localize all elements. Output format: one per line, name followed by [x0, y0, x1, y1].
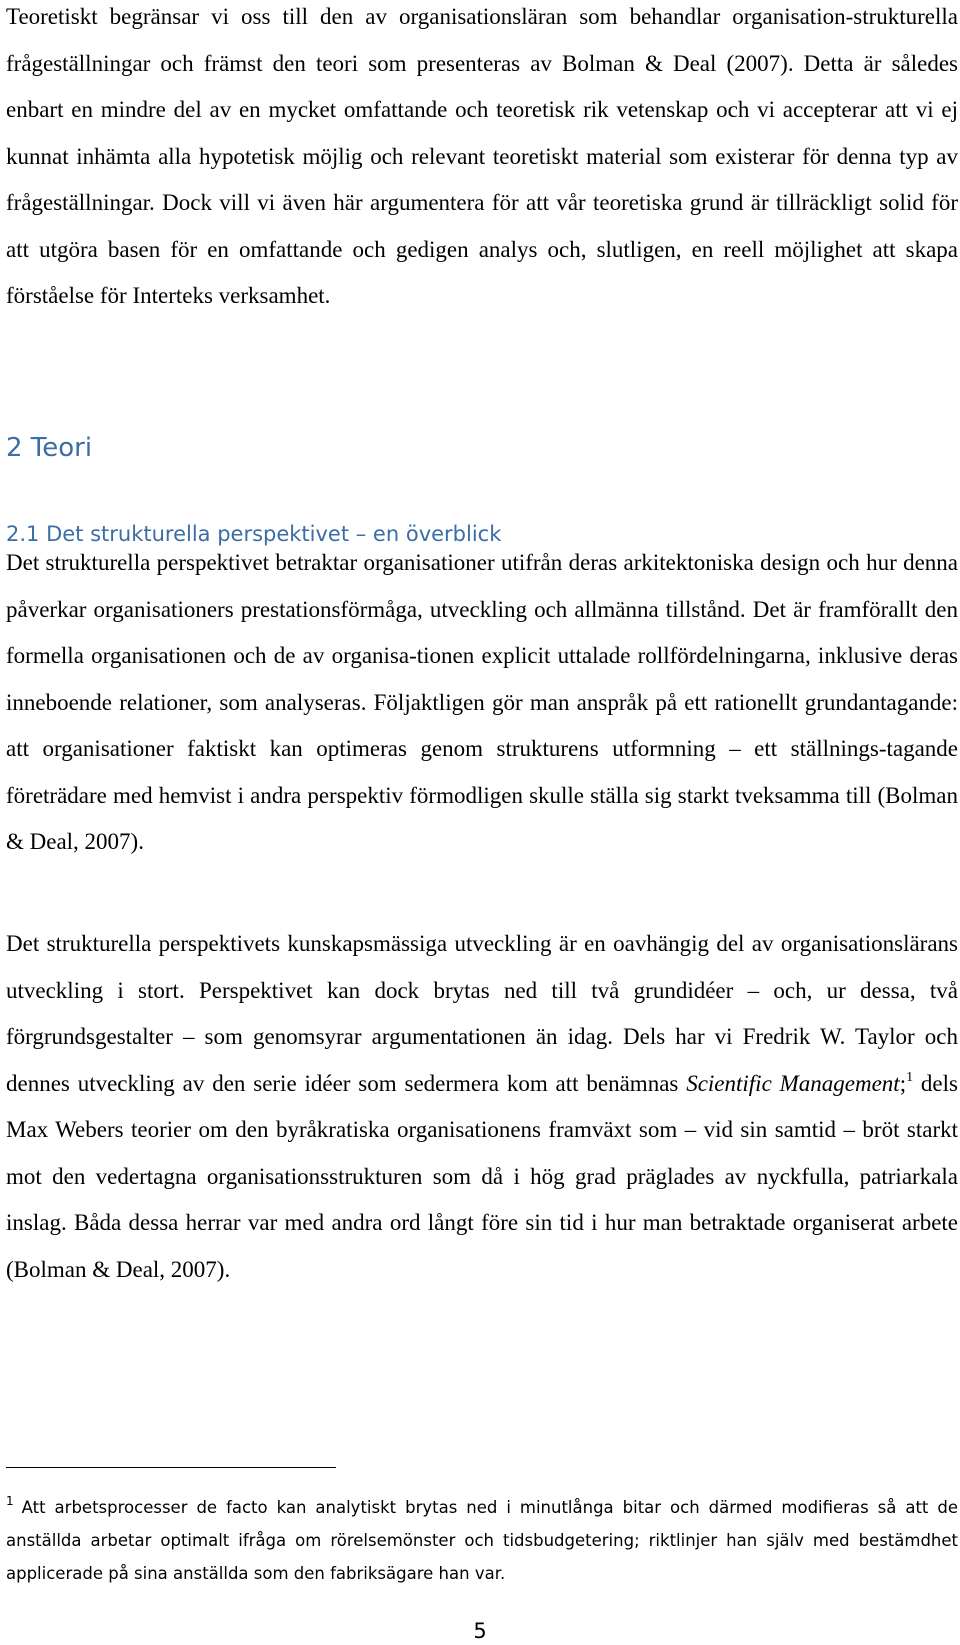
footnote-reference[interactable]: 1 — [906, 1069, 914, 1085]
intro-paragraph: Teoretiskt begränsar vi oss till den av organisationsläran som behandlar organisation-strukturella frågeställningar och främst den teori som presenteras av Bolman & Deal (2007). Detta är således enbart en mindre del av en mycket omfattande och teoretisk rik vetenskap och vi accepterar att vi ej kunnat inhämta alla hypotetisk möjlig och relevant teoretiskt material som existerar för denna typ av frågeställningar. Dock vill vi även här argumentera för att vår teoretiska grund är tillräckligt solid för att utgöra basen för en omfattande och gedigen analys och, slutligen, en reell möjlighet att skapa förståelse för Interteks verksamhet. — [6, 4, 958, 308]
paragraph-text-after: dels Max Webers teorier om den byråkratiska organisationens framväxt som – vid sin samtid – bröt starkt mot den vedertagna organisationsstrukturen som då i hög grad präglades av nyckfulla, patriarkala inslag. Båda dessa herrar var med andra ord långt före sin tid i hur man betraktade organiserat arbete (Bolman & Deal, 2007). — [6, 1070, 958, 1282]
footnote-text: Att arbetsprocesser de facto kan analytiskt brytas ned i minutlånga bitar och därmed modifieras så att de anställda arbetar optimalt ifråga om rörelsemönster och tidsbudgetering; riktlinjer han själv med bestämdhet applicerade på sina anställda som den fabriksägare han var. — [6, 1498, 958, 1583]
page-number: 5 — [473, 1619, 487, 1643]
footnote-separator — [6, 1467, 336, 1468]
body-paragraph-history — [6, 921, 958, 1293]
paragraph-text-before: Det strukturella perspektivets kunskapsmässiga utveckling är en oavhängig del av organisationslärans utveckling i stort. Perspektivet kan dock brytas ned till två grundidéer – och, ur dessa, två förgrundsgestalter – som genomsyrar argumentationen än idag. Dels har vi Fredrik W. Taylor och dennes utveckling av den serie idéer som sedermera kom att benämnas — [6, 931, 958, 1096]
subsection-heading: 2.1 Det strukturella perspektivet – en överblick — [6, 522, 502, 546]
scientific-management-term: Scientific Management — [686, 1070, 900, 1096]
section-heading: 2 Teori — [6, 433, 93, 463]
semicolon: ; — [899, 1070, 907, 1096]
footnote — [6, 1485, 958, 1590]
footnote-number: 1 — [6, 1494, 14, 1508]
body-paragraph-structure: Det strukturella perspektivet betraktar organisationer utifrån deras arkitektoniska design och hur denna påverkar organisationers prestationsförmåga, utveckling och allmänna tillstånd. Det är framförallt den formella organisationen och de av organisa-tionen explicit uttalade rollfördelningarna, inklusive deras inneboende relationer, som analyseras. Följaktligen gör man anspråk på ett rationellt grundantagande: att organisationer faktiskt kan optimeras genom strukturens utformning – ett ställnings-tagande företrädare med hemvist i andra perspektiv förmodligen skulle ställa sig starkt tveksamma till (Bolman & Deal, 2007). — [6, 550, 958, 854]
